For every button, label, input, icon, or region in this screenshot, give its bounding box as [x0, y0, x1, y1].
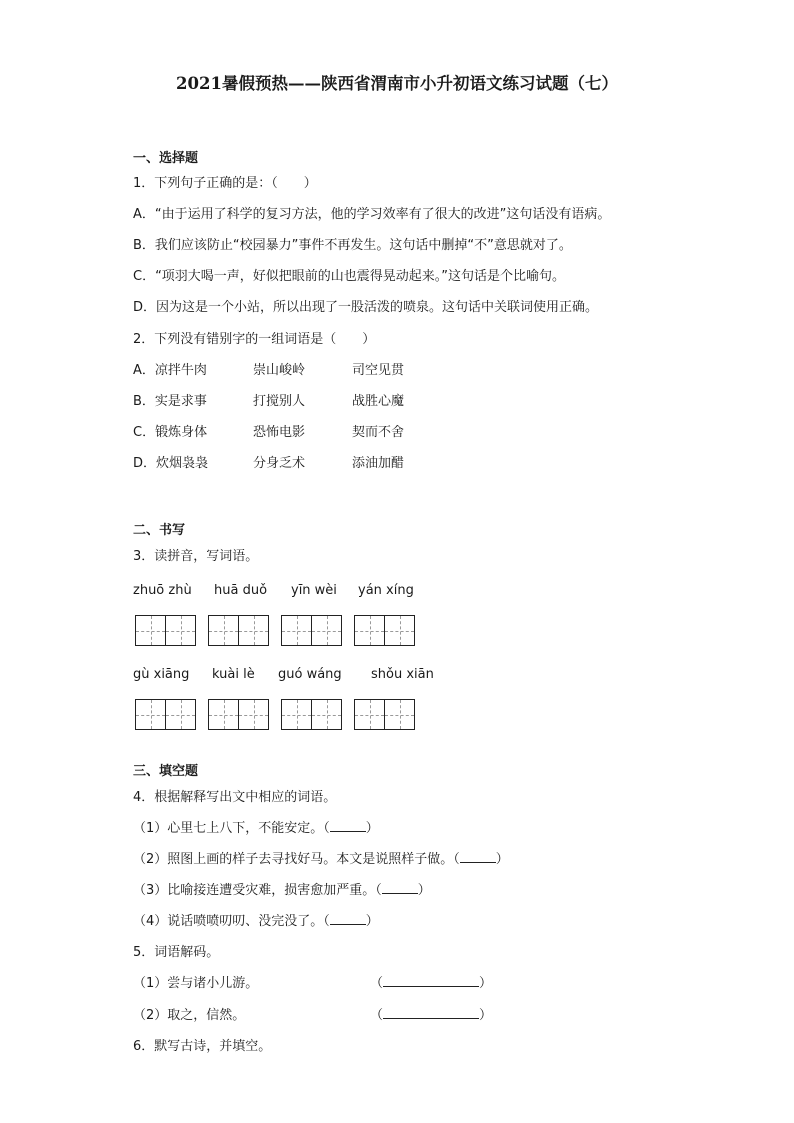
- close-paren: ）: [417, 883, 431, 898]
- grid-cell[interactable]: [135, 699, 166, 730]
- answer-blank[interactable]: [330, 831, 366, 832]
- item-text: （4）说话喷喷叨叨、没完没了。（: [133, 914, 330, 929]
- item-text: （3）比喻接连遭受灾难，损害愈加严重。（: [133, 883, 382, 898]
- section-heading-fill: 三、填空题: [133, 764, 199, 779]
- pinyin-label: zhuō zhù: [133, 583, 192, 598]
- writing-grid[interactable]: [281, 615, 342, 645]
- option-word-3: 添油加醋: [352, 456, 405, 471]
- grid-cell[interactable]: [281, 615, 312, 646]
- question-5-stem: 5．词语解码。: [133, 945, 220, 960]
- grid-cell[interactable]: [166, 615, 196, 646]
- question-5-answer: [370, 1004, 492, 1023]
- grid-cell[interactable]: [385, 699, 415, 730]
- writing-grid[interactable]: [135, 699, 196, 729]
- question-1-option-b: B．我们应该防止“校园暴力”事件不再发生。这句话中删掉“不”意思就对了。: [133, 238, 572, 253]
- answer-blank[interactable]: [330, 924, 366, 925]
- option-word-3: 司空见贯: [352, 363, 405, 378]
- question-5-item: [133, 1004, 245, 1023]
- pinyin-label: kuài lè: [212, 667, 255, 682]
- pinyin-label: yīn wèi: [291, 583, 337, 598]
- writing-grid[interactable]: [135, 615, 196, 645]
- question-4-stem: 4．根据解释写出文中相应的词语。: [133, 790, 337, 805]
- writing-grid[interactable]: [281, 699, 342, 729]
- writing-grid[interactable]: [354, 615, 415, 645]
- question-2-stem: 2．下列没有错别字的一组词语是（ ）: [133, 332, 376, 347]
- pinyin-label: guó wáng: [278, 667, 342, 682]
- open-paren: （: [370, 1008, 384, 1023]
- open-paren: （: [370, 976, 384, 991]
- page-title: 2021暑假预热——陕西省渭南市小升初语文练习试题（七）: [176, 74, 618, 93]
- grid-cell[interactable]: [312, 699, 342, 730]
- pinyin-label: huā duǒ: [214, 583, 268, 598]
- option-word-2: 打搅别人: [253, 394, 306, 409]
- section-heading-choice: 一、选择题: [133, 151, 199, 166]
- question-1-option-a: A．“由于运用了科学的复习方法，他的学习效率有了很大的改进”这句话没有语病。: [133, 207, 611, 222]
- option-word-1: C．锻炼身体: [133, 425, 208, 440]
- grid-cell[interactable]: [208, 699, 239, 730]
- grid-cell[interactable]: [281, 699, 312, 730]
- close-paren: ）: [495, 852, 509, 867]
- question-5-item: [133, 972, 258, 991]
- option-word-2: 分身乏术: [253, 456, 306, 471]
- grid-cell[interactable]: [354, 615, 385, 646]
- question-4-item: [133, 910, 379, 929]
- option-word-3: 战胜心魔: [352, 394, 405, 409]
- item-text: （1）尝与诸小儿游。: [133, 976, 259, 991]
- option-word-3: 契而不舍: [352, 425, 405, 440]
- pinyin-label: gù xiāng: [133, 667, 190, 682]
- close-paren: ）: [479, 1008, 493, 1023]
- grid-cell[interactable]: [135, 615, 166, 646]
- writing-grid[interactable]: [354, 699, 415, 729]
- answer-blank[interactable]: [383, 986, 479, 987]
- grid-cell[interactable]: [208, 615, 239, 646]
- answer-blank[interactable]: [383, 1018, 479, 1019]
- question-1-option-c: C．“项羽大喝一声，好似把眼前的山也震得晃动起来。”这句话是个比喻句。: [133, 269, 566, 284]
- answer-blank[interactable]: [460, 862, 496, 863]
- pinyin-label: yán xíng: [358, 583, 414, 598]
- grid-cell[interactable]: [239, 699, 269, 730]
- option-word-1: B．实是求事: [133, 394, 207, 409]
- grid-cell[interactable]: [385, 615, 415, 646]
- grid-cell[interactable]: [239, 615, 269, 646]
- question-4-item: [133, 879, 431, 898]
- question-1-option-d: D．因为这是一个小站，所以出现了一股活泼的喷泉。这句话中关联词使用正确。: [133, 300, 599, 315]
- option-word-1: D．炊烟袅袅: [133, 456, 209, 471]
- item-text: （2）照图上画的样子去寻找好马。本文是说照样子做。（: [133, 852, 460, 867]
- option-word-2: 恐怖电影: [253, 425, 306, 440]
- close-paren: ）: [365, 821, 379, 836]
- writing-grid[interactable]: [208, 699, 269, 729]
- pinyin-label: shǒu xiān: [371, 667, 434, 682]
- section-heading-writing: 二、书写: [133, 523, 186, 538]
- option-word-2: 崇山峻岭: [253, 363, 306, 378]
- grid-cell[interactable]: [166, 699, 196, 730]
- close-paren: ）: [479, 976, 493, 991]
- grid-cell[interactable]: [312, 615, 342, 646]
- item-text: （2）取之，信然。: [133, 1008, 246, 1023]
- close-paren: ）: [365, 914, 379, 929]
- answer-blank[interactable]: [382, 893, 418, 894]
- question-6-stem: 6．默写古诗，并填空。: [133, 1039, 272, 1054]
- question-4-item: [133, 848, 509, 867]
- question-3-stem: 3．读拼音，写词语。: [133, 549, 259, 564]
- question-4-item: [133, 817, 379, 836]
- option-word-1: A．凉拌牛肉: [133, 363, 207, 378]
- writing-grid[interactable]: [208, 615, 269, 645]
- grid-cell[interactable]: [354, 699, 385, 730]
- item-text: （1）心里七上八下，不能安定。（: [133, 821, 330, 836]
- question-5-answer: [370, 972, 492, 991]
- question-1-stem: 1．下列句子正确的是：（ ）: [133, 176, 317, 191]
